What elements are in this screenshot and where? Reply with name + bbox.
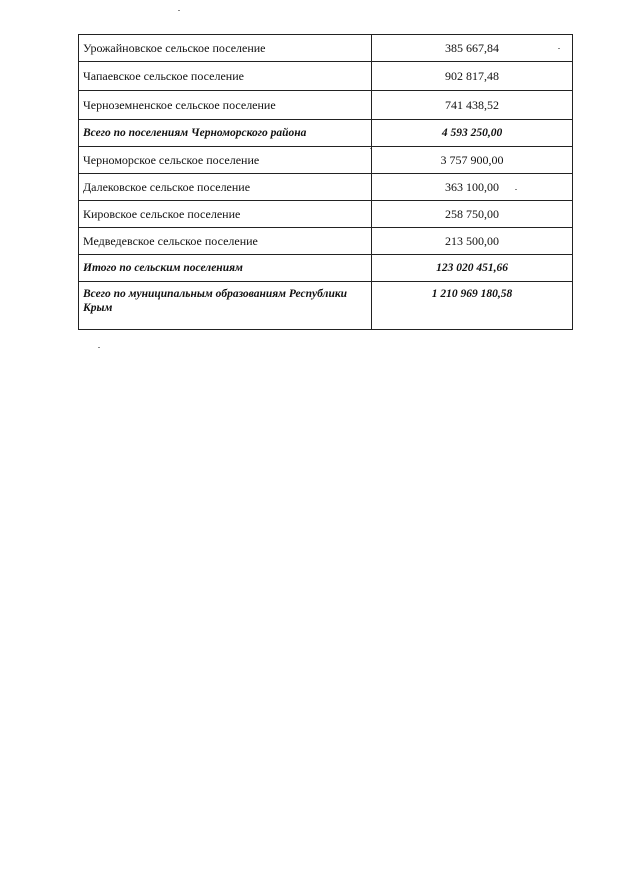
- amount-cell: 3 757 900,00: [372, 147, 573, 174]
- subtotal-row: [79, 120, 573, 147]
- settlement-name-cell: Черноземненское сельское поселение: [79, 91, 372, 120]
- table-row: [79, 228, 573, 255]
- grand-total-label-cell: Всего по муниципальным образованиям Республики Крым: [79, 282, 372, 330]
- total-label-cell: Итого по сельским поселениям: [79, 255, 372, 282]
- amount-cell: 213 500,00: [372, 228, 573, 255]
- settlement-name-cell: Урожайновское сельское поселение: [79, 35, 372, 62]
- amount-cell: 741 438,52: [372, 91, 573, 120]
- table-row: [79, 91, 573, 120]
- subtotal-amount-cell: 4 593 250,00: [372, 120, 573, 147]
- settlement-name-cell: Кировское сельское поселение: [79, 201, 372, 228]
- settlement-name-cell: Медведевское сельское поселение: [79, 228, 372, 255]
- amount-cell: 258 750,00: [372, 201, 573, 228]
- scan-speck: [98, 347, 100, 348]
- table-body: [79, 35, 573, 330]
- scan-speck: [178, 10, 180, 11]
- settlement-budget-table: [78, 34, 573, 330]
- subtotal-label-cell: Всего по поселениям Черноморского района: [79, 120, 372, 147]
- amount-cell: 902 817,48: [372, 62, 573, 91]
- settlement-name-cell: Черноморское сельское поселение: [79, 147, 372, 174]
- table-row: [79, 35, 573, 62]
- grand-total-row: [79, 282, 573, 330]
- amount-cell: 363 100,00: [372, 174, 573, 201]
- total-amount-cell: 123 020 451,66: [372, 255, 573, 282]
- settlement-name-cell: Чапаевское сельское поселение: [79, 62, 372, 91]
- table-row: [79, 147, 573, 174]
- grand-total-amount-cell: 1 210 969 180,58: [372, 282, 573, 330]
- table-row: [79, 174, 573, 201]
- table-row: [79, 62, 573, 91]
- amount-cell: 385 667,84: [372, 35, 573, 62]
- table-row: [79, 201, 573, 228]
- total-row: [79, 255, 573, 282]
- settlement-name-cell: Далековское сельское поселение: [79, 174, 372, 201]
